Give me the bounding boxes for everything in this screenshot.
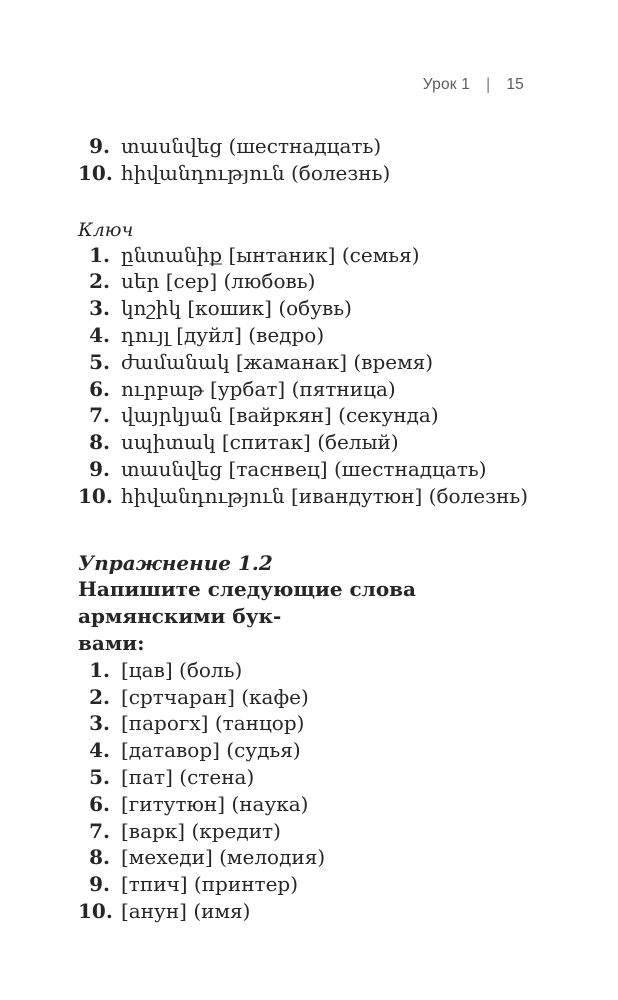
item-number: 3. [89, 711, 110, 736]
item-number: 7. [89, 403, 110, 428]
page-content [78, 133, 548, 925]
running-header [423, 76, 524, 94]
armenian-word: ժամանակ [121, 349, 230, 374]
item-number: 1. [89, 242, 110, 267]
armenian-word: սպիտակ [121, 430, 216, 455]
translation: (принтер) [193, 872, 299, 897]
item-text [121, 429, 548, 456]
armenian-word: ընտանիք [121, 242, 223, 267]
list-item [78, 764, 548, 791]
item-number: 5. [89, 764, 110, 789]
transcription: [спитак] [221, 430, 311, 455]
item-number: 5. [89, 349, 110, 374]
item-text [121, 295, 548, 322]
transcription: [ынтаник] [228, 242, 336, 267]
item-number: 6. [89, 376, 110, 401]
item-text [121, 844, 548, 871]
item-text [121, 376, 548, 403]
item-text [121, 160, 548, 187]
translation: (кафе) [241, 684, 309, 709]
list-item [78, 818, 548, 845]
translation: (пятница) [291, 376, 396, 401]
translation: (обувь) [278, 296, 352, 321]
transcription: [жаманак] [235, 349, 348, 374]
list-item [78, 456, 548, 483]
armenian-word: վայրկյան [121, 403, 223, 428]
list-item [78, 657, 548, 684]
transcription: [варк] [121, 818, 186, 843]
list-item [78, 791, 548, 818]
list-item [78, 242, 548, 269]
transcription: [таснвец] [228, 456, 328, 481]
armenian-word: հիվանդություն [121, 160, 285, 185]
list-item [78, 349, 548, 376]
translation: (любовь) [223, 269, 316, 294]
item-number: 1. [89, 657, 110, 682]
item-number: 3. [89, 296, 110, 321]
item-text [121, 456, 548, 483]
translation: (секунда) [338, 403, 439, 428]
translation: (болезнь) [290, 160, 391, 185]
item-text [121, 818, 548, 845]
item-text [121, 898, 548, 925]
translation: (танцор) [214, 711, 305, 736]
item-number: 4. [89, 738, 110, 763]
transcription: [тпич] [121, 872, 188, 897]
armenian-word: սեր [121, 269, 160, 294]
transcription: [кошик] [187, 296, 272, 321]
armenian-word: դույլ [121, 322, 170, 347]
armenian-word: հիվանդություն [121, 483, 285, 508]
translation: (белый) [317, 430, 399, 455]
translation: (стена) [179, 764, 255, 789]
item-number: 2. [89, 269, 110, 294]
item-text [121, 268, 548, 295]
item-number: 9. [89, 134, 110, 158]
transcription: [парогх] [121, 711, 209, 736]
translation: (семья) [341, 242, 420, 267]
item-number: 10. [78, 483, 113, 508]
item-text [121, 657, 548, 684]
translation: (кредит) [191, 818, 281, 843]
list-item [78, 871, 548, 898]
item-text [121, 764, 548, 791]
exercise-title: Упражнение 1.2 [78, 550, 273, 575]
translation: (боль) [179, 657, 243, 682]
list-item [78, 402, 548, 429]
item-number: 8. [89, 845, 110, 870]
item-number: 8. [89, 430, 110, 455]
list-item [78, 295, 548, 322]
transcription: [датавор] [121, 738, 220, 763]
armenian-word: կոշիկ [121, 296, 182, 321]
list-item [78, 737, 548, 764]
item-text [121, 710, 548, 737]
transcription: [вайркян] [228, 403, 332, 428]
list-item [78, 268, 548, 295]
transcription: [сер] [165, 269, 218, 294]
lesson-label: Урок 1 [422, 76, 471, 93]
exercise-instruction-line2: вами: [78, 630, 145, 655]
list-item [78, 898, 548, 925]
translation: (ведро) [248, 322, 325, 347]
list-item [78, 429, 548, 456]
item-number: 2. [89, 684, 110, 709]
transcription: [дуйл] [176, 322, 242, 347]
list-item [78, 844, 548, 871]
item-number: 10. [78, 160, 113, 185]
item-text [121, 483, 548, 510]
transcription: [мехеди] [121, 845, 213, 870]
translation: (мелодия) [219, 845, 326, 870]
transcription: [пат] [121, 764, 173, 789]
item-number: 10. [78, 898, 113, 923]
item-number: 9. [89, 456, 110, 481]
transcription: [ивандутюн] [290, 483, 423, 508]
item-number: 9. [89, 872, 110, 897]
list-item [78, 684, 548, 711]
translation: (время) [353, 349, 434, 374]
list-item [78, 483, 548, 510]
header-separator: | [486, 75, 491, 94]
armenian-word: տասնվեց [121, 456, 223, 481]
item-text [121, 737, 548, 764]
translation: (судья) [226, 738, 301, 763]
item-text [121, 349, 548, 376]
translation: (шестнадцать) [333, 456, 487, 481]
list-item [78, 322, 548, 349]
translation: (шестнадцать) [228, 134, 382, 158]
key-title: Ключ [78, 218, 134, 241]
item-text [121, 322, 548, 349]
translation: (наука) [231, 791, 309, 816]
armenian-word: տասնվեց [121, 134, 223, 158]
item-number: 4. [89, 322, 110, 347]
translation: (болезнь) [428, 483, 529, 508]
transcription: [урбат] [210, 376, 286, 401]
list-item [78, 376, 548, 403]
item-text [121, 871, 548, 898]
item-text [121, 133, 548, 160]
item-text [121, 791, 548, 818]
translation: (имя) [193, 898, 251, 923]
armenian-word: ուրբաթ [121, 376, 204, 401]
transcription: [цав] [121, 657, 173, 682]
item-text [121, 402, 548, 429]
list-item [78, 710, 548, 737]
transcription: [гитутюн] [121, 791, 226, 816]
item-text [121, 684, 548, 711]
transcription: [сртчаран] [121, 684, 235, 709]
list-item [78, 160, 548, 187]
item-text [121, 242, 548, 269]
exercise-instruction-line1: Напишите следующие слова армянскими бук- [78, 577, 417, 629]
list-item [78, 133, 548, 160]
transcription: [анун] [121, 898, 187, 923]
item-number: 6. [89, 791, 110, 816]
item-number: 7. [89, 818, 110, 843]
page-number: 15 [506, 76, 524, 93]
